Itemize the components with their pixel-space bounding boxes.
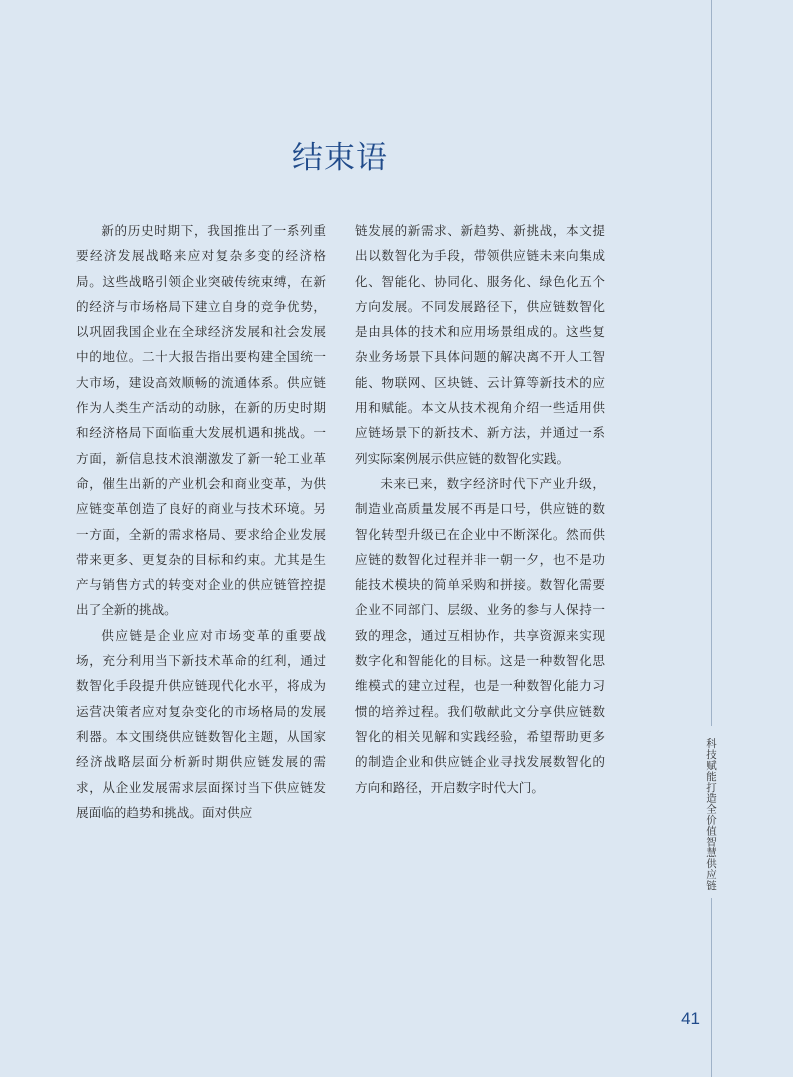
paragraph-3: 未来已来，数字经济时代下产业升级，制造业高质量发展不再是口号，供应链的数智化转型升级已在企业中不断深化。然而供应链的数智化过程并非一朝一夕，也不是功能技术模块的简单采购和拼接。数智化需要企业不同部门、层级、业务的参与人保持一致的理念，通过互相协作，共享资源来实现数字化和智能化的目标。这是一种数智化思维模式的建立过程，也是一种数智化能力习惯的培养过程。我们敬献此文分享供应链数智化的相关见解和实践经验，希望帮助更多的制造企业和供应链企业寻找发展数智化的方向和路径，开启数字时代大门。 <box>355 475 605 795</box>
left-column <box>76 218 326 825</box>
page-number: 41 <box>681 1009 700 1028</box>
page-title: 结束语 <box>292 140 388 176</box>
paragraph-2-continued: 链发展的新需求、新趋势、新挑战，本文提出以数智化为手段，带领供应链未来向集成化、智能化、协同化、服务化、绿色化五个方向发展。不同发展路径下，供应链数智化是由具体的技术和应用场景组成的。这些复杂业务场景下具体问题的解决离不开人工智能、物联网、区块链、云计算等新技术的应用和赋能。本文从技术视角介绍一些适用供应链场景下的新技术、新方法，并通过一系列实际案例展示供应链的数智化实践。 <box>355 223 605 466</box>
side-divider-top <box>711 0 712 726</box>
paragraph-1: 新的历史时期下，我国推出了一系列重要经济发展战略来应对复杂多变的经济格局。这些战略引领企业突破传统束缚，在新的经济与市场格局下建立自身的竞争优势，以巩固我国企业在全球经济发展和社会发展中的地位。二十大报告指出要构建全国统一大市场，建设高效顺畅的流通体系。供应链作为人类生产活动的动脉，在新的历史时期和经济格局下面临重大发展机遇和挑战。一方面，新信息技术浪潮激发了新一轮工业革命，催生出新的产业机会和商业变革，为供应链变革创造了良好的商业与技术环境。另一方面，全新的需求格局、要求给企业发展带来更多、更复杂的目标和约束。尤其是生产与销售方式的转变对企业的供应链管控提出了全新的挑战。 <box>76 223 326 618</box>
right-column <box>355 218 605 800</box>
side-divider-bottom <box>711 898 712 1077</box>
side-running-title: 科技赋能打造全价值智慧供应链 <box>705 737 717 891</box>
paragraph-2: 供应链是企业应对市场变革的重要战场，充分利用当下新技术革命的红利，通过数智化手段提升供应链现代化水平，将成为运营决策者应对复杂变化的市场格局的发展利器。本文围绕供应链数智化主题，从国家经济战略层面分析新时期供应链发展的需求，从企业发展需求层面探讨当下供应链发展面临的趋势和挑战。面对供应 <box>76 627 326 820</box>
